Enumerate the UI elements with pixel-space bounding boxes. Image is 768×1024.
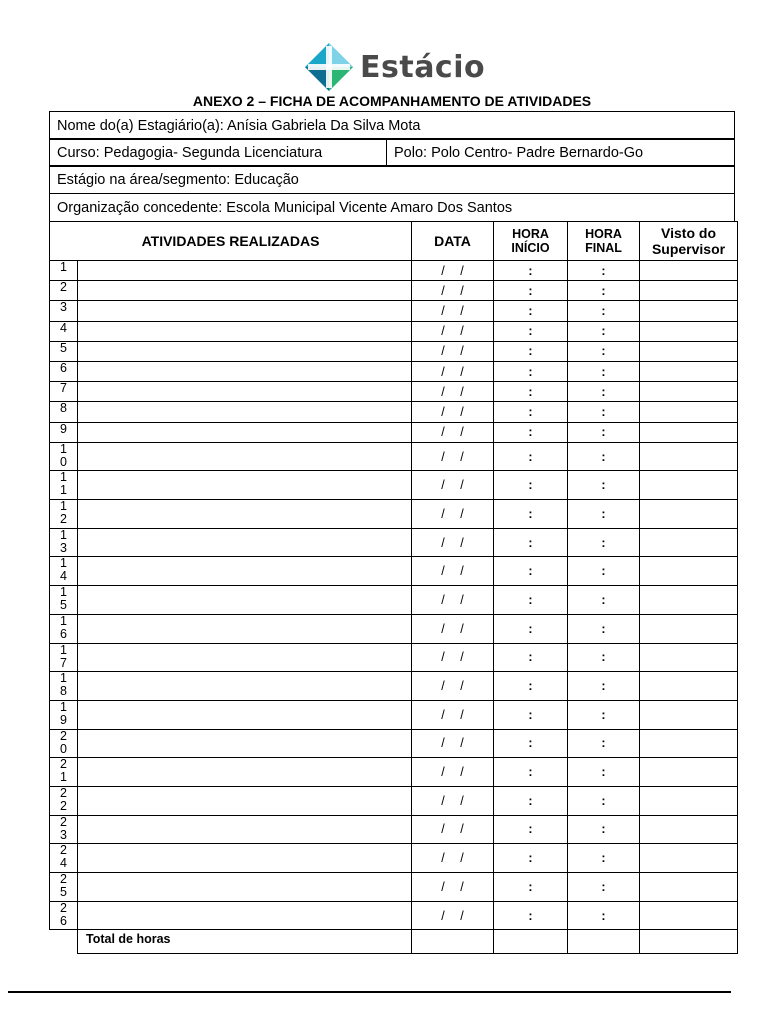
course: Curso: Pedagogia- Segunda Licenciatura <box>50 139 387 167</box>
row-number <box>50 301 78 321</box>
intern-name-table <box>49 111 735 140</box>
activity-cell[interactable] <box>78 614 412 643</box>
supervisor-signature-cell[interactable] <box>640 901 738 930</box>
end-time-cell[interactable]: : <box>568 341 640 361</box>
row-number-text: 4 <box>60 320 67 335</box>
activity-cell[interactable] <box>78 321 412 341</box>
total-date-cell[interactable] <box>412 930 494 954</box>
end-time-cell[interactable]: : <box>568 815 640 844</box>
row-number <box>50 500 78 529</box>
total-row-spacer <box>50 930 78 954</box>
supervisor-signature-cell[interactable] <box>640 729 738 758</box>
header-hora-inicio: HORA INÍCIO <box>494 222 568 261</box>
table-row <box>50 844 738 873</box>
date-cell[interactable]: / / <box>412 672 494 701</box>
row-number <box>50 758 78 787</box>
start-time-cell[interactable]: : <box>494 643 568 672</box>
date-cell[interactable]: / / <box>412 643 494 672</box>
end-time-cell[interactable]: : <box>568 786 640 815</box>
start-time-cell[interactable]: : <box>494 729 568 758</box>
supervisor-signature-cell[interactable] <box>640 442 738 471</box>
date-cell[interactable]: / / <box>412 844 494 873</box>
activity-cell[interactable] <box>78 261 412 281</box>
row-number-text: 19 <box>60 699 67 727</box>
date-cell[interactable]: / / <box>412 873 494 902</box>
table-row <box>50 758 738 787</box>
date-cell[interactable]: / / <box>412 614 494 643</box>
row-number <box>50 402 78 422</box>
table-row <box>50 281 738 301</box>
row-number <box>50 844 78 873</box>
table-row <box>50 422 738 442</box>
area-table <box>49 165 735 194</box>
activity-cell[interactable] <box>78 901 412 930</box>
activity-cell[interactable] <box>78 361 412 381</box>
start-time-cell[interactable]: : <box>494 557 568 586</box>
supervisor-signature-cell[interactable] <box>640 815 738 844</box>
row-number <box>50 261 78 281</box>
activity-cell[interactable] <box>78 643 412 672</box>
end-time-cell[interactable]: : <box>568 700 640 729</box>
supervisor-signature-cell[interactable] <box>640 471 738 500</box>
table-row <box>50 614 738 643</box>
start-time-cell[interactable]: : <box>494 321 568 341</box>
end-time-cell[interactable]: : <box>568 643 640 672</box>
activity-cell[interactable] <box>78 528 412 557</box>
organization-table <box>49 193 735 222</box>
row-number-text: 8 <box>60 401 67 416</box>
row-number <box>50 422 78 442</box>
date-cell[interactable]: / / <box>412 341 494 361</box>
row-number <box>50 672 78 701</box>
end-time-cell[interactable]: : <box>568 471 640 500</box>
table-row <box>50 873 738 902</box>
row-number <box>50 382 78 402</box>
header-visto: Visto do Supervisor <box>640 222 738 261</box>
supervisor-signature-cell[interactable] <box>640 301 738 321</box>
start-time-cell[interactable]: : <box>494 402 568 422</box>
estacio-logo-icon <box>304 42 354 92</box>
row-number-text: 17 <box>60 642 67 670</box>
end-time-cell[interactable]: : <box>568 382 640 402</box>
date-cell[interactable]: / / <box>412 758 494 787</box>
bottom-rule <box>8 991 731 993</box>
row-number-text: 16 <box>60 613 67 641</box>
end-time-cell[interactable]: : <box>568 500 640 529</box>
end-time-cell[interactable]: : <box>568 614 640 643</box>
supervisor-signature-cell[interactable] <box>640 361 738 381</box>
start-time-cell[interactable]: : <box>494 471 568 500</box>
date-cell[interactable]: / / <box>412 557 494 586</box>
start-time-cell[interactable]: : <box>494 261 568 281</box>
start-time-cell[interactable]: : <box>494 301 568 321</box>
start-time-cell[interactable]: : <box>494 700 568 729</box>
row-number <box>50 901 78 930</box>
date-cell[interactable]: / / <box>412 442 494 471</box>
date-cell[interactable]: / / <box>412 700 494 729</box>
table-row <box>50 382 738 402</box>
activity-cell[interactable] <box>78 402 412 422</box>
table-row <box>50 301 738 321</box>
date-cell[interactable]: / / <box>412 786 494 815</box>
internship-area: Estágio na área/segmento: Educação <box>50 166 735 194</box>
start-time-cell[interactable]: : <box>494 528 568 557</box>
table-row <box>50 729 738 758</box>
header-atividades: ATIVIDADES REALIZADAS <box>50 222 412 261</box>
date-cell[interactable]: / / <box>412 815 494 844</box>
row-number-text: 11 <box>60 470 67 498</box>
table-row <box>50 341 738 361</box>
row-number <box>50 528 78 557</box>
logo-text: Estácio <box>360 49 486 85</box>
table-row <box>50 261 738 281</box>
table-row <box>50 643 738 672</box>
activity-cell[interactable] <box>78 442 412 471</box>
row-number-text: 15 <box>60 585 67 613</box>
course-table <box>49 138 735 167</box>
activity-cell[interactable] <box>78 557 412 586</box>
date-cell[interactable]: / / <box>412 729 494 758</box>
activity-cell[interactable] <box>78 471 412 500</box>
start-time-cell[interactable]: : <box>494 672 568 701</box>
activity-cell[interactable] <box>78 786 412 815</box>
supervisor-signature-cell[interactable] <box>640 341 738 361</box>
activity-cell[interactable] <box>78 672 412 701</box>
row-number <box>50 586 78 615</box>
table-row <box>50 786 738 815</box>
date-cell[interactable]: / / <box>412 471 494 500</box>
end-time-cell[interactable]: : <box>568 873 640 902</box>
table-row <box>50 471 738 500</box>
activity-cell[interactable] <box>78 281 412 301</box>
supervisor-signature-cell[interactable] <box>640 281 738 301</box>
supervisor-signature-cell[interactable] <box>640 261 738 281</box>
date-cell[interactable]: / / <box>412 301 494 321</box>
row-number-text: 18 <box>60 671 67 699</box>
end-time-cell[interactable]: : <box>568 361 640 381</box>
row-number-text: 7 <box>60 381 67 396</box>
table-row <box>50 361 738 381</box>
date-cell[interactable]: / / <box>412 382 494 402</box>
supervisor-signature-cell[interactable] <box>640 672 738 701</box>
header-hora-final: HORA FINAL <box>568 222 640 261</box>
row-number <box>50 281 78 301</box>
row-number-text: 20 <box>60 728 67 756</box>
start-time-cell[interactable]: : <box>494 341 568 361</box>
end-time-cell[interactable]: : <box>568 729 640 758</box>
table-row <box>50 528 738 557</box>
date-cell[interactable]: / / <box>412 528 494 557</box>
date-cell[interactable]: / / <box>412 901 494 930</box>
end-time-cell[interactable]: : <box>568 422 640 442</box>
activity-cell[interactable] <box>78 729 412 758</box>
row-number-text: 6 <box>60 360 67 375</box>
row-number <box>50 361 78 381</box>
start-time-cell[interactable]: : <box>494 758 568 787</box>
row-number-text: 12 <box>60 499 67 527</box>
row-number <box>50 614 78 643</box>
date-cell[interactable]: / / <box>412 261 494 281</box>
end-time-cell[interactable]: : <box>568 301 640 321</box>
table-row <box>50 321 738 341</box>
activity-cell[interactable] <box>78 758 412 787</box>
table-row <box>50 700 738 729</box>
table-row <box>50 815 738 844</box>
start-time-cell[interactable]: : <box>494 614 568 643</box>
row-number-text: 5 <box>60 340 67 355</box>
supervisor-signature-cell[interactable] <box>640 321 738 341</box>
row-number-text: 2 <box>60 280 67 295</box>
row-number-text: 25 <box>60 872 67 899</box>
row-number <box>50 557 78 586</box>
row-number-text: 14 <box>60 556 67 584</box>
start-time-cell[interactable]: : <box>494 873 568 902</box>
polo: Polo: Polo Centro- Padre Bernardo-Go <box>387 139 735 167</box>
total-hours-label: Total de horas <box>78 930 412 954</box>
activity-cell[interactable] <box>78 873 412 902</box>
row-number-text: 9 <box>60 421 67 436</box>
table-row <box>50 442 738 471</box>
row-number <box>50 729 78 758</box>
supervisor-signature-cell[interactable] <box>640 557 738 586</box>
activity-cell[interactable] <box>78 700 412 729</box>
row-number <box>50 321 78 341</box>
row-number-text: 23 <box>60 814 67 842</box>
supervisor-signature-cell[interactable] <box>640 786 738 815</box>
end-time-cell[interactable]: : <box>568 758 640 787</box>
activity-cell[interactable] <box>78 500 412 529</box>
start-time-cell[interactable]: : <box>494 815 568 844</box>
row-number-text: 21 <box>60 757 67 785</box>
table-row <box>50 557 738 586</box>
activity-cell[interactable] <box>78 815 412 844</box>
document-title: ANEXO 2 – FICHA DE ACOMPANHAMENTO DE ATIVIDADES <box>192 93 592 109</box>
organization: Organização concedente: Escola Municipal Vicente Amaro Dos Santos <box>50 194 735 222</box>
end-time-cell[interactable]: : <box>568 528 640 557</box>
supervisor-signature-cell[interactable] <box>640 402 738 422</box>
table-row <box>50 672 738 701</box>
row-number-text: 1 <box>60 260 67 274</box>
end-time-cell[interactable]: : <box>568 321 640 341</box>
row-number-text: 26 <box>60 900 67 928</box>
row-number <box>50 786 78 815</box>
start-time-cell[interactable]: : <box>494 281 568 301</box>
start-time-cell[interactable]: : <box>494 786 568 815</box>
total-visto-cell[interactable] <box>640 930 738 954</box>
intern-name: Nome do(a) Estagiário(a): Anísia Gabriela Da Silva Mota <box>50 112 735 140</box>
end-time-cell[interactable]: : <box>568 557 640 586</box>
start-time-cell[interactable]: : <box>494 844 568 873</box>
row-number-text: 22 <box>60 785 67 813</box>
row-number-text: 24 <box>60 843 67 871</box>
supervisor-signature-cell[interactable] <box>640 758 738 787</box>
total-start-cell[interactable] <box>494 930 568 954</box>
supervisor-signature-cell[interactable] <box>640 382 738 402</box>
supervisor-signature-cell[interactable] <box>640 586 738 615</box>
end-time-cell[interactable]: : <box>568 442 640 471</box>
table-row <box>50 500 738 529</box>
start-time-cell[interactable]: : <box>494 586 568 615</box>
activity-cell[interactable] <box>78 341 412 361</box>
end-time-cell[interactable]: : <box>568 672 640 701</box>
start-time-cell[interactable]: : <box>494 422 568 442</box>
row-number <box>50 873 78 902</box>
supervisor-signature-cell[interactable] <box>640 528 738 557</box>
date-cell[interactable]: / / <box>412 281 494 301</box>
row-number-text: 10 <box>60 441 67 469</box>
total-row <box>50 930 738 954</box>
start-time-cell[interactable]: : <box>494 442 568 471</box>
date-cell[interactable]: / / <box>412 321 494 341</box>
activity-cell[interactable] <box>78 301 412 321</box>
start-time-cell[interactable]: : <box>494 901 568 930</box>
activity-cell[interactable] <box>78 844 412 873</box>
row-number <box>50 471 78 500</box>
header-data: DATA <box>412 222 494 261</box>
table-row <box>50 402 738 422</box>
supervisor-signature-cell[interactable] <box>640 614 738 643</box>
activity-cell[interactable] <box>78 422 412 442</box>
estacio-logo <box>304 42 485 92</box>
supervisor-signature-cell[interactable] <box>640 643 738 672</box>
date-cell[interactable]: / / <box>412 422 494 442</box>
table-row <box>50 586 738 615</box>
activities-table <box>49 221 738 954</box>
date-cell[interactable]: / / <box>412 402 494 422</box>
start-time-cell[interactable]: : <box>494 361 568 381</box>
end-time-cell[interactable]: : <box>568 844 640 873</box>
row-number <box>50 442 78 471</box>
end-time-cell[interactable]: : <box>568 586 640 615</box>
activity-cell[interactable] <box>78 586 412 615</box>
date-cell[interactable]: / / <box>412 361 494 381</box>
supervisor-signature-cell[interactable] <box>640 844 738 873</box>
row-number <box>50 815 78 844</box>
table-row <box>50 901 738 930</box>
supervisor-signature-cell[interactable] <box>640 422 738 442</box>
row-number <box>50 643 78 672</box>
start-time-cell[interactable]: : <box>494 500 568 529</box>
supervisor-signature-cell[interactable] <box>640 700 738 729</box>
supervisor-signature-cell[interactable] <box>640 873 738 902</box>
total-end-cell[interactable] <box>568 930 640 954</box>
row-number <box>50 341 78 361</box>
date-cell[interactable]: / / <box>412 586 494 615</box>
end-time-cell[interactable]: : <box>568 402 640 422</box>
activity-cell[interactable] <box>78 382 412 402</box>
end-time-cell[interactable]: : <box>568 261 640 281</box>
supervisor-signature-cell[interactable] <box>640 500 738 529</box>
end-time-cell[interactable]: : <box>568 281 640 301</box>
date-cell[interactable]: / / <box>412 500 494 529</box>
row-number <box>50 700 78 729</box>
start-time-cell[interactable]: : <box>494 382 568 402</box>
row-number-text: 3 <box>60 300 67 315</box>
row-number-text: 13 <box>60 527 67 555</box>
end-time-cell[interactable]: : <box>568 901 640 930</box>
